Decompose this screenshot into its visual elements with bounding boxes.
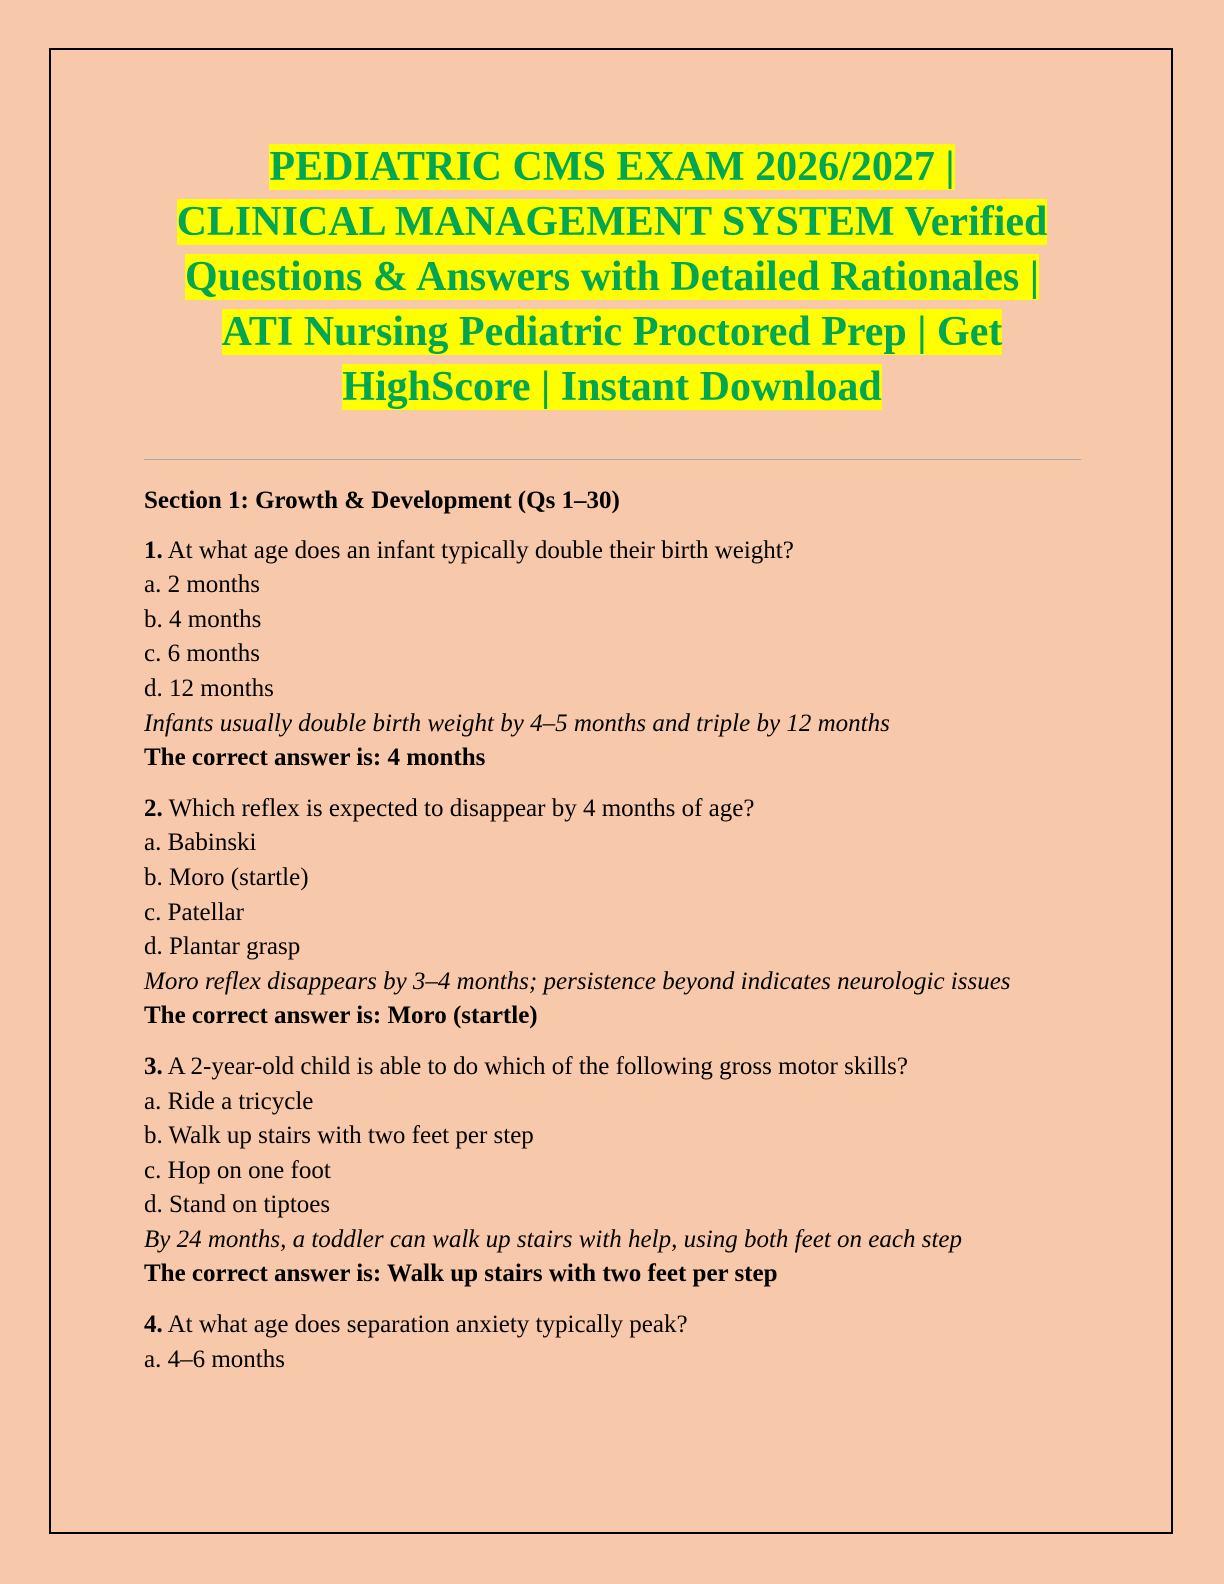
question-stem [144,1308,1084,1343]
answer-option: a. Ride a tricycle [144,1087,314,1115]
answer-option: b. 4 months [144,605,262,633]
question-1 [144,534,1084,776]
correct-answer: The correct answer is: Walk up stairs with two feet per step [144,1260,778,1288]
answer-option: a. Babinski [144,829,257,857]
question-4 [144,1308,1084,1377]
rationale: Moro reflex disappears by 3–4 months; persistence beyond indicates neurologic issues [144,967,1011,995]
correct-answer: The correct answer is: 4 months [144,744,486,772]
document-body [144,484,1084,1393]
answer-option: d. Stand on tiptoes [144,1191,331,1219]
section-title: Section 1: Growth & Development (Qs 1–30) [144,487,620,514]
title-line-5: HighScore | Instant Download [342,364,882,410]
title-line-2: CLINICAL MANAGEMENT SYSTEM Verified [176,199,1048,245]
answer-option: a. 4–6 months [144,1345,285,1373]
answer-option: c. 6 months [144,640,260,668]
question-text: Which reflex is expected to disappear by 4 months of age? [168,794,755,822]
question-stem [144,1050,1084,1085]
question-text: At what age does separation anxiety typically peak? [167,1311,688,1339]
answer-option: b. Walk up stairs with two feet per step [144,1122,534,1150]
rationale: Infants usually double birth weight by 4–5 months and triple by 12 months [144,709,890,737]
answer-option: b. Moro (startle) [144,863,309,891]
answer-option: d. 12 months [144,674,274,702]
answer-option: c. Hop on one foot [144,1156,331,1184]
document-title [100,140,1124,415]
title-line-1: PEDIATRIC CMS EXAM 2026/2027 | [269,144,955,190]
question-text: At what age does an infant typically double their birth weight? [167,536,794,564]
question-number: 2. [144,794,163,822]
question-number: 3. [144,1052,163,1080]
question-text: A 2-year-old child is able to do which of the following gross motor skills? [167,1052,908,1080]
question-stem [144,792,1084,827]
divider [144,459,1081,460]
title-line-4: ATI Nursing Pediatric Proctored Prep | Get [221,309,1003,355]
question-2 [144,792,1084,1034]
question-number: 4. [144,1311,163,1339]
rationale: By 24 months, a toddler can walk up stairs with help, using both feet on each step [144,1225,962,1253]
question-stem [144,534,1084,569]
question-number: 1. [144,536,163,564]
correct-answer: The correct answer is: Moro (startle) [144,1002,538,1030]
question-3 [144,1050,1084,1292]
answer-option: d. Plantar grasp [144,933,301,961]
title-line-3: Questions & Answers with Detailed Rationales | [185,254,1039,300]
answer-option: c. Patellar [144,898,244,926]
answer-option: a. 2 months [144,571,260,599]
